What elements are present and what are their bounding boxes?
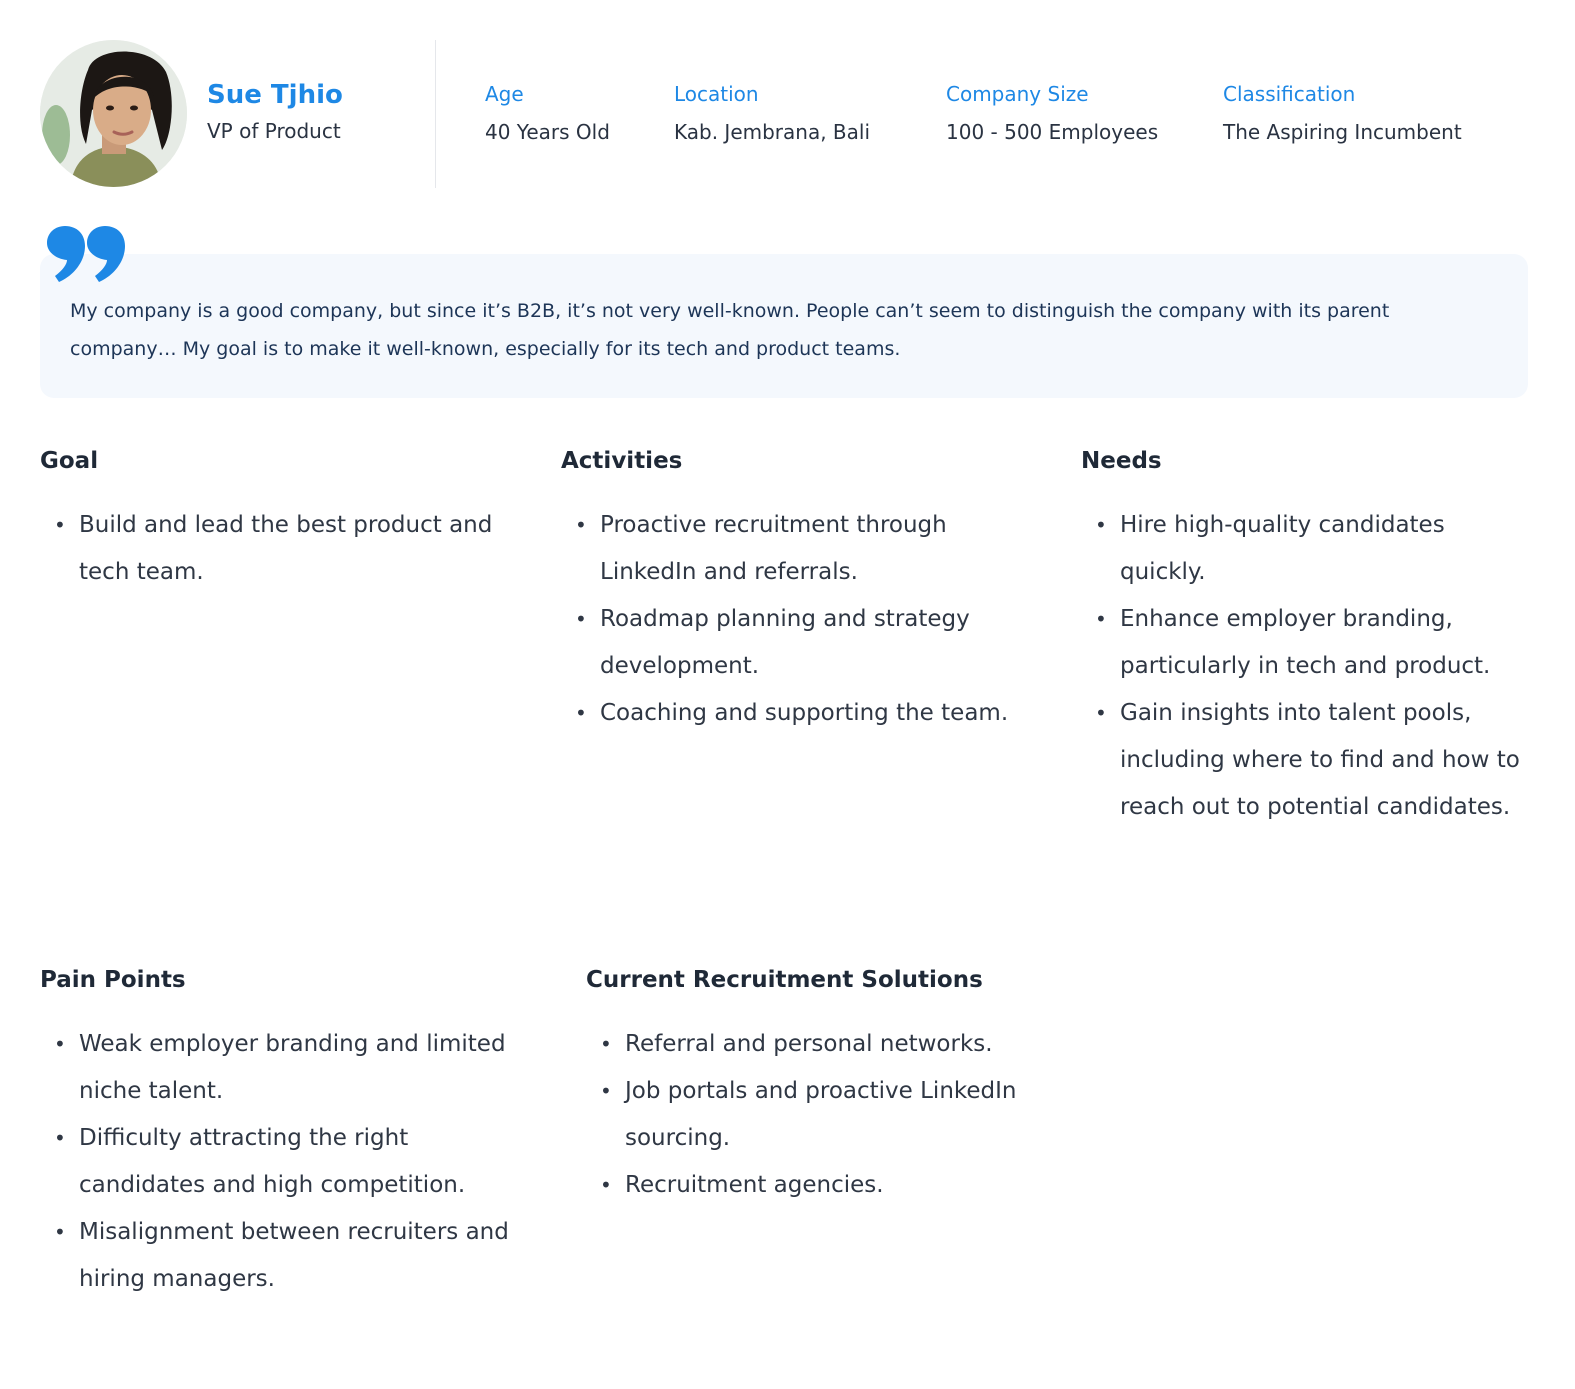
list-item: • Hire high-quality candidates quickly. <box>1081 502 1536 596</box>
list-item: • Job portals and proactive LinkedIn sourcing. <box>586 1068 1056 1162</box>
list-item: • Coaching and supporting the team. <box>561 690 1011 737</box>
section-title: Needs <box>1081 448 1162 474</box>
attribute-age <box>485 80 610 146</box>
attribute-label: Classification <box>1223 82 1356 106</box>
current-solutions-list <box>586 1021 1056 1209</box>
list-item: • Roadmap planning and strategy development. <box>561 596 1011 690</box>
attribute-classification <box>1223 80 1462 146</box>
list-item: • Referral and personal networks. <box>586 1021 1056 1068</box>
avatar <box>40 40 187 187</box>
section-goal <box>40 446 520 596</box>
list-item: • Recruitment agencies. <box>586 1162 1056 1209</box>
quote-text: My company is a good company, but since it’s B2B, it’s not very well-known. People can’t seem to distinguish the company with its parent company… My goal is to make it well-known, especially for its tech and product teams. <box>70 300 1390 360</box>
list-item: • Build and lead the best product and tech team. <box>40 502 520 596</box>
pain-points-list <box>40 1021 530 1303</box>
section-title: Current Recruitment Solutions <box>586 967 983 993</box>
attribute-label: Company Size <box>946 82 1089 106</box>
quote-box <box>40 254 1528 398</box>
needs-list <box>1081 502 1536 831</box>
section-pain-points <box>40 965 530 1303</box>
attribute-location <box>674 80 870 146</box>
activities-list <box>561 502 1011 737</box>
attribute-value: The Aspiring Incumbent <box>1223 120 1462 144</box>
quote-icon <box>47 226 125 282</box>
attribute-company-size <box>946 80 1158 146</box>
section-needs <box>1081 446 1536 831</box>
header-divider <box>435 40 436 188</box>
list-item: • Difficulty attracting the right candidates and high competition. <box>40 1115 530 1209</box>
attribute-value: 100 - 500 Employees <box>946 120 1159 144</box>
section-title: Pain Points <box>40 967 186 993</box>
attribute-value: 40 Years Old <box>485 120 610 144</box>
persona-role: VP of Product <box>207 119 341 143</box>
attribute-label: Age <box>485 82 524 106</box>
list-item: • Enhance employer branding, particularly in tech and product. <box>1081 596 1536 690</box>
section-current-solutions <box>586 965 1056 1209</box>
person-photo-icon <box>40 40 187 187</box>
list-item: • Proactive recruitment through LinkedIn and referrals. <box>561 502 1011 596</box>
persona-header <box>40 40 1535 188</box>
section-title: Goal <box>40 448 99 474</box>
attribute-value: Kab. Jembrana, Bali <box>674 120 871 144</box>
list-item: • Weak employer branding and limited niche talent. <box>40 1021 530 1115</box>
persona-name: Sue Tjhio <box>207 80 343 110</box>
attribute-label: Location <box>674 82 759 106</box>
persona-identity <box>207 78 343 146</box>
goal-list <box>40 502 520 596</box>
list-item: • Gain insights into talent pools, including where to find and how to reach out to potential candidates. <box>1081 690 1536 831</box>
section-title: Activities <box>561 448 683 474</box>
list-item: • Misalignment between recruiters and hiring managers. <box>40 1209 530 1303</box>
section-activities <box>561 446 1011 737</box>
